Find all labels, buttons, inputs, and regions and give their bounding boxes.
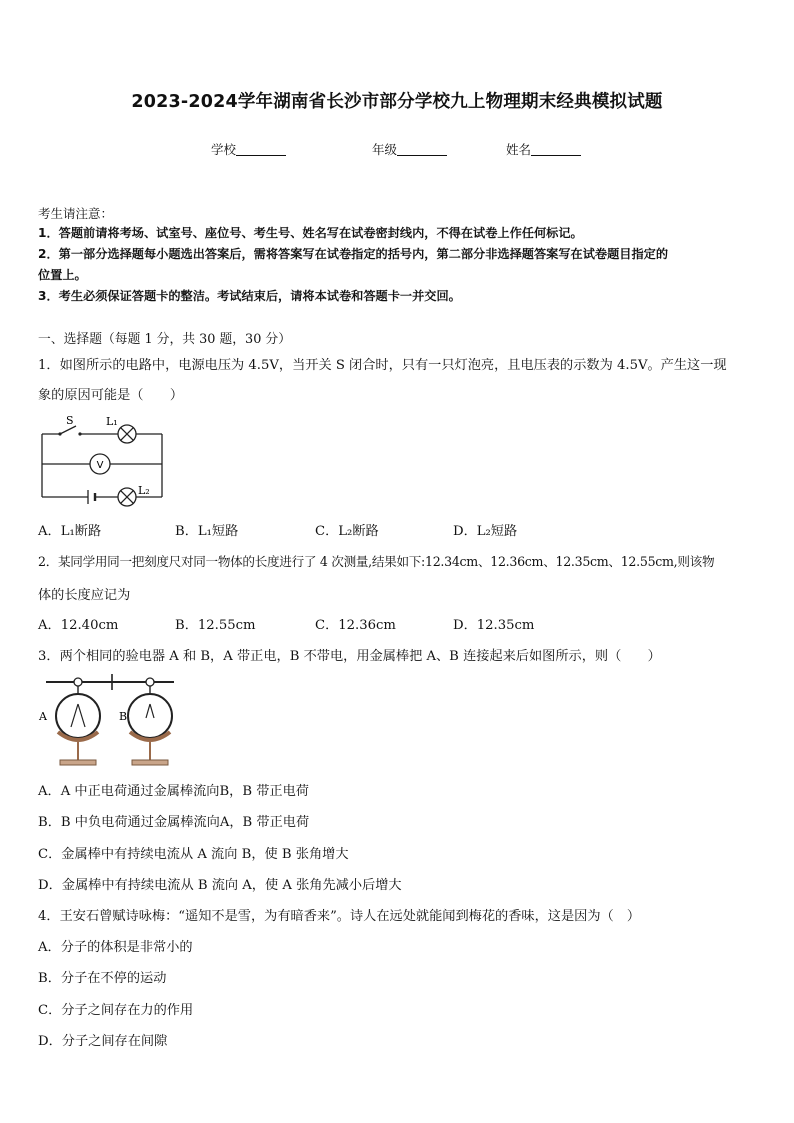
name-blank[interactable] (531, 141, 581, 156)
school-blank[interactable] (236, 141, 286, 156)
question-3-line: 3．两个相同的验电器 A 和 B，A 带正电，B 不带电，用金属棒把 A、B 连接起来后如图所示，则（ ） (38, 649, 661, 664)
circuit-diagram (36, 408, 172, 508)
question-2-line: 体的长度应记为 (38, 588, 131, 603)
switch-label: S (66, 414, 74, 427)
electroscope-diagram (36, 672, 186, 774)
question-1-line: 象的原因可能是（ ） (38, 388, 184, 403)
option-d[interactable]: D．分子之间存在间隙 (38, 1034, 168, 1049)
lamp-l1 (118, 425, 136, 443)
battery (88, 490, 95, 504)
electroscope-a-label: A (39, 710, 47, 723)
question-4-line: 4．王安石曾赋诗咏梅：“遥知不是雪，为有暗香来”。诗人在远处就能闻到梅花的香味，这是因为（ ） (38, 909, 641, 924)
notice-item: 1．答题前请将考场、试室号、座位号、考生号、姓名写在试卷密封线内，不得在试卷上作任何标记。 (38, 226, 583, 240)
option-a[interactable]: A．L₁断路 (38, 524, 102, 539)
grade-blank[interactable] (397, 141, 447, 156)
notice-item: 3．考生必须保证答题卡的整洁。考试结束后，请将本试卷和答题卡一并交回。 (38, 289, 461, 303)
option-b[interactable]: B．分子在不停的运动 (38, 971, 167, 986)
name-field[interactable] (506, 140, 581, 158)
option-b[interactable]: B．L₁短路 (175, 524, 239, 539)
school-field[interactable] (211, 140, 286, 158)
grade-field[interactable] (372, 140, 447, 158)
name-label: 姓名 (506, 142, 532, 157)
lamp2-label: L₂ (138, 484, 150, 497)
electroscope-a (56, 678, 100, 765)
exam-title: 2023-2024学年湖南省长沙市部分学校九上物理期末经典模拟试题 (131, 92, 663, 112)
option-c[interactable]: C．12.36cm (315, 618, 396, 633)
notice-item: 2．第一部分选择题每小题选出答案后，需将答案写在试卷指定的括号内，第二部分非选择题答案写在试卷题目指定的 (38, 247, 669, 261)
lamp-l2 (118, 488, 136, 506)
option-a[interactable]: A．A 中正电荷通过金属棒流向B，B 带正电荷 (38, 784, 309, 799)
option-c[interactable]: C．金属棒中有持续电流从 A 流向 B，使 B 张角增大 (38, 847, 349, 862)
school-label: 学校 (211, 142, 237, 157)
option-d[interactable]: D．金属棒中有持续电流从 B 流向 A，使 A 张角先减小后增大 (38, 878, 402, 893)
option-a[interactable]: A．12.40cm (38, 618, 119, 633)
electroscope-b (128, 678, 172, 765)
voltmeter-label: V (96, 460, 104, 471)
electroscope-b-label: B (119, 710, 128, 723)
option-d[interactable]: D．L₂短路 (453, 524, 518, 539)
question-2-line: 2．某同学用同一把刻度尺对同一物体的长度进行了 4 次测量,结果如下:12.34cm、12.36cm、12.35cm、12.55cm,则该物 (38, 554, 715, 569)
option-c[interactable]: C．L₂断路 (315, 524, 379, 539)
notice-item: 位置上。 (38, 268, 87, 282)
option-d[interactable]: D．12.35cm (453, 618, 535, 633)
question-1-line: 1．如图所示的电路中，电源电压为 4.5V，当开关 S 闭合时，只有一只灯泡亮，且电压表的示数为 4.5V。产生这一现 (38, 358, 727, 373)
lamp1-label: L₁ (106, 415, 118, 428)
student-info-fields (0, 140, 794, 160)
notice-heading: 考生请注意： (38, 206, 114, 221)
option-a[interactable]: A．分子的体积是非常小的 (38, 940, 193, 955)
grade-label: 年级 (372, 142, 398, 157)
option-b[interactable]: B．12.55cm (175, 618, 256, 633)
option-c[interactable]: C．分子之间存在力的作用 (38, 1003, 194, 1018)
option-b[interactable]: B．B 中负电荷通过金属棒流向A，B 带正电荷 (38, 815, 310, 830)
section-heading: 一、选择题（每题 1 分，共 30 题，30 分） (38, 332, 292, 347)
